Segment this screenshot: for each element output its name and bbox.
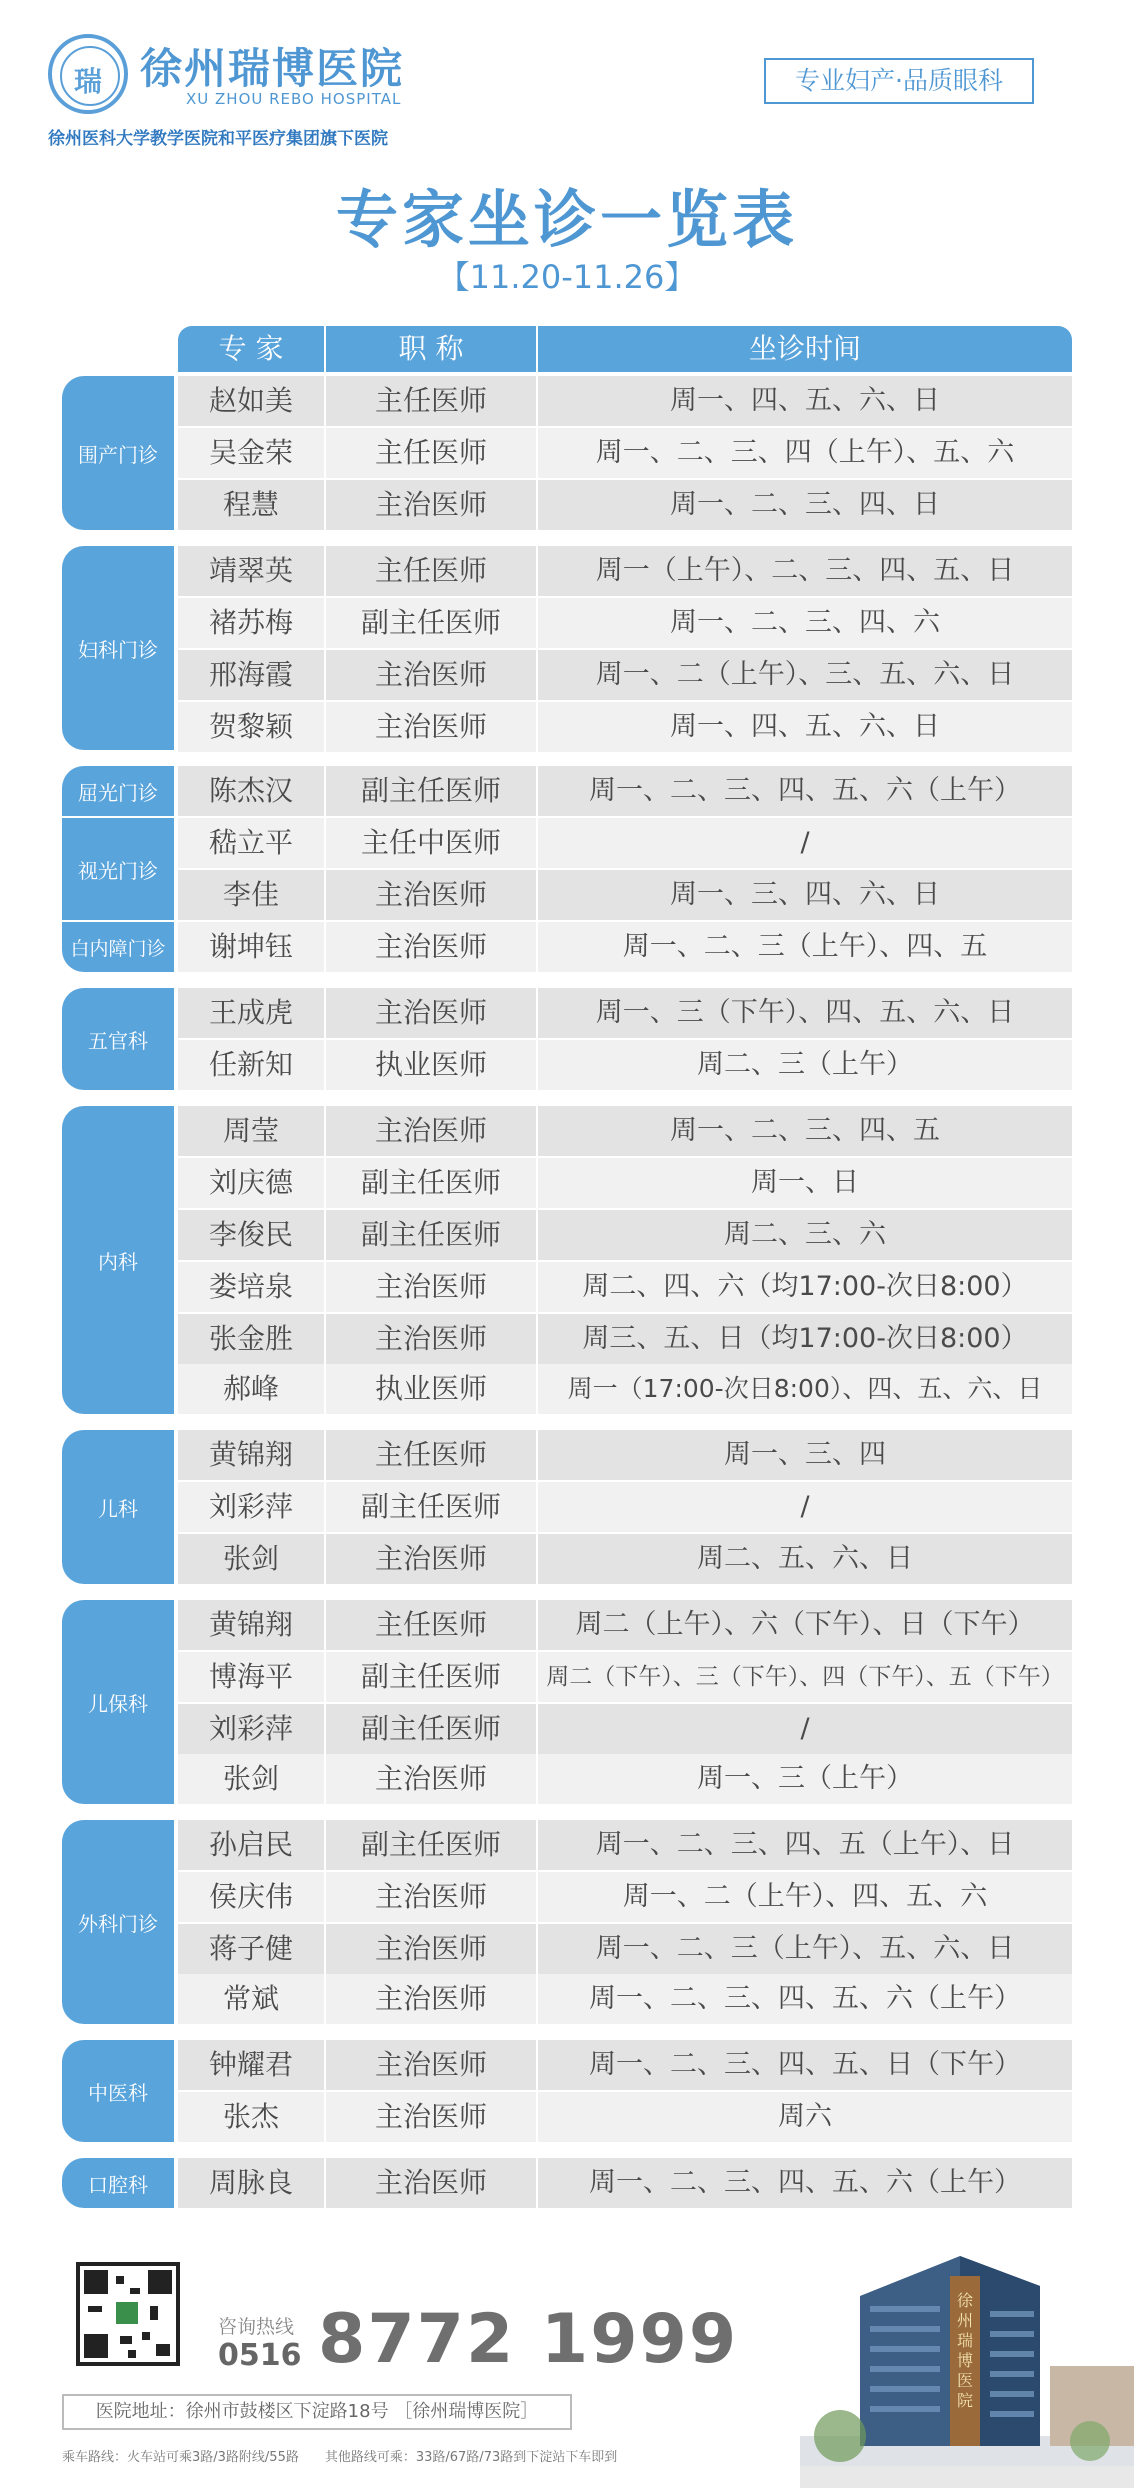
expert-schedule: 周三、五、日（均17:00-次日8:00） bbox=[538, 1314, 1072, 1364]
expert-title: 主任医师 bbox=[326, 1600, 536, 1650]
hospital-address: 医院地址：徐州市鼓楼区下淀路18号 ［徐州瑞博医院］ bbox=[62, 2394, 572, 2430]
expert-title: 主治医师 bbox=[326, 870, 536, 920]
expert-name: 周脉良 bbox=[178, 2158, 324, 2208]
table-row bbox=[178, 2158, 1072, 2208]
expert-title: 主治医师 bbox=[326, 922, 536, 972]
expert-name: 黄锦翔 bbox=[178, 1430, 324, 1480]
expert-name: 程慧 bbox=[178, 480, 324, 530]
expert-schedule: 周一、二、三、四、五、六（上午） bbox=[538, 1974, 1072, 2024]
table-row bbox=[178, 1158, 1072, 1208]
table-row bbox=[178, 1210, 1072, 1260]
table-row bbox=[178, 650, 1072, 700]
hospital-logo-icon: 瑞 bbox=[48, 34, 128, 114]
expert-name: 刘庆德 bbox=[178, 1158, 324, 1208]
expert-schedule: 周一、二（上午）、三、五、六、日 bbox=[538, 650, 1072, 700]
expert-name: 黄锦翔 bbox=[178, 1600, 324, 1650]
expert-name: 刘彩萍 bbox=[178, 1704, 324, 1754]
expert-title: 主治医师 bbox=[326, 1106, 536, 1156]
expert-name: 李俊民 bbox=[178, 1210, 324, 1260]
expert-name: 娄培泉 bbox=[178, 1262, 324, 1312]
expert-name: 张金胜 bbox=[178, 1314, 324, 1364]
table-row bbox=[178, 376, 1072, 426]
table-row bbox=[178, 1040, 1072, 1090]
expert-schedule: 周二、四、六（均17:00-次日8:00） bbox=[538, 1262, 1072, 1312]
expert-schedule: 周一、三、四、六、日 bbox=[538, 870, 1072, 920]
expert-schedule: 周一、二、三、四、五、六（上午） bbox=[538, 2158, 1072, 2208]
expert-title: 执业医师 bbox=[326, 1364, 536, 1414]
expert-schedule: 周一、二、三（上午）、五、六、日 bbox=[538, 1924, 1072, 1974]
expert-name: 孙启民 bbox=[178, 1820, 324, 1870]
expert-title: 副主任医师 bbox=[326, 1820, 536, 1870]
table-row bbox=[178, 1872, 1072, 1922]
dept-label: 儿保科 bbox=[62, 1600, 174, 1804]
expert-title: 主治医师 bbox=[326, 1974, 536, 2024]
expert-schedule: 周一、二（上午）、四、五、六 bbox=[538, 1872, 1072, 1922]
expert-schedule: 周一、二、三、四、日 bbox=[538, 480, 1072, 530]
table-row bbox=[178, 1704, 1072, 1754]
expert-name: 张剑 bbox=[178, 1534, 324, 1584]
dept-label: 儿科 bbox=[62, 1430, 174, 1584]
table-row bbox=[178, 1430, 1072, 1480]
expert-title: 主任医师 bbox=[326, 428, 536, 478]
table-row bbox=[178, 1534, 1072, 1584]
table-row bbox=[178, 428, 1072, 478]
expert-schedule: 周一（上午）、二、三、四、五、日 bbox=[538, 546, 1072, 596]
date-range: 【11.20-11.26】 bbox=[437, 258, 697, 296]
expert-title: 副主任医师 bbox=[326, 1482, 536, 1532]
expert-title: 主治医师 bbox=[326, 1262, 536, 1312]
table-row bbox=[178, 1314, 1072, 1364]
table-row bbox=[178, 598, 1072, 648]
column-header-expert: 专 家 bbox=[178, 326, 324, 372]
expert-name: 任新知 bbox=[178, 1040, 324, 1090]
expert-title: 主任中医师 bbox=[326, 818, 536, 868]
expert-title: 副主任医师 bbox=[326, 1704, 536, 1754]
affiliation-text: 徐州医科大学教学医院和平医疗集团旗下医院 bbox=[48, 129, 388, 149]
column-header-schedule: 坐诊时间 bbox=[538, 326, 1072, 372]
expert-name: 褚苏梅 bbox=[178, 598, 324, 648]
table-row bbox=[178, 1364, 1072, 1414]
expert-schedule: 周一、四、五、六、日 bbox=[538, 376, 1072, 426]
phone-number: 8772 1999 bbox=[318, 2300, 739, 2379]
hospital-building-image bbox=[800, 2236, 1134, 2488]
expert-schedule: 周二、三（上午） bbox=[538, 1040, 1072, 1090]
expert-name: 王成虎 bbox=[178, 988, 324, 1038]
table-row bbox=[178, 1482, 1072, 1532]
expert-name: 博海平 bbox=[178, 1652, 324, 1702]
dept-label: 中医科 bbox=[62, 2040, 174, 2142]
expert-title: 副主任医师 bbox=[326, 1158, 536, 1208]
expert-schedule: 周一、二、三、四、六 bbox=[538, 598, 1072, 648]
dept-label: 口腔科 bbox=[62, 2158, 174, 2208]
expert-title: 主治医师 bbox=[326, 988, 536, 1038]
dept-label: 围产门诊 bbox=[62, 376, 174, 530]
expert-name: 邢海霞 bbox=[178, 650, 324, 700]
qr-code bbox=[76, 2262, 180, 2366]
dept-label: 外科门诊 bbox=[62, 1820, 174, 2024]
expert-name: 李佳 bbox=[178, 870, 324, 920]
expert-title: 主治医师 bbox=[326, 1872, 536, 1922]
expert-name: 靖翠英 bbox=[178, 546, 324, 596]
expert-name: 嵇立平 bbox=[178, 818, 324, 868]
table-row bbox=[178, 2040, 1072, 2090]
table-row bbox=[178, 2092, 1072, 2142]
expert-name: 侯庆伟 bbox=[178, 1872, 324, 1922]
table-row bbox=[178, 480, 1072, 530]
expert-schedule: 周二、三、六 bbox=[538, 1210, 1072, 1260]
hospital-name-en: XU ZHOU REBO HOSPITAL bbox=[186, 90, 402, 108]
expert-schedule: 周二（下午）、三（下午）、四（下午）、五（下午） bbox=[538, 1652, 1072, 1702]
expert-schedule: 周一、三（下午）、四、五、六、日 bbox=[538, 988, 1072, 1038]
expert-name: 常斌 bbox=[178, 1974, 324, 2024]
expert-name: 周莹 bbox=[178, 1106, 324, 1156]
expert-title: 主治医师 bbox=[326, 650, 536, 700]
table-row bbox=[178, 1820, 1072, 1870]
expert-schedule: 周六 bbox=[538, 2092, 1072, 2142]
hospital-name: 徐州瑞博医院 bbox=[140, 44, 405, 93]
expert-schedule: / bbox=[538, 1704, 1072, 1754]
expert-title: 主治医师 bbox=[326, 2040, 536, 2090]
expert-schedule: 周一、三、四 bbox=[538, 1430, 1072, 1480]
expert-title: 主治医师 bbox=[326, 702, 536, 752]
hotline-label: 咨询热线 bbox=[218, 2316, 295, 2338]
table-row bbox=[178, 702, 1072, 752]
expert-name: 吴金荣 bbox=[178, 428, 324, 478]
expert-schedule: 周一、二、三、四、五、六（上午） bbox=[538, 766, 1072, 816]
expert-schedule: 周二（上午）、六（下午）、日（下午） bbox=[538, 1600, 1072, 1650]
expert-schedule: 周一、二、三、四、五、日（下午） bbox=[538, 2040, 1072, 2090]
expert-name: 刘彩萍 bbox=[178, 1482, 324, 1532]
table-row bbox=[178, 766, 1072, 816]
expert-schedule: 周一、二、三（上午）、四、五 bbox=[538, 922, 1072, 972]
column-header-title: 职 称 bbox=[326, 326, 536, 372]
expert-name: 蒋子健 bbox=[178, 1924, 324, 1974]
expert-schedule: 周一、三（上午） bbox=[538, 1754, 1072, 1804]
expert-name: 谢坤钰 bbox=[178, 922, 324, 972]
expert-name: 陈杰汉 bbox=[178, 766, 324, 816]
expert-title: 主治医师 bbox=[326, 1534, 536, 1584]
table-row bbox=[178, 870, 1072, 920]
expert-schedule: 周一、二、三、四（上午）、五、六 bbox=[538, 428, 1072, 478]
expert-title: 主任医师 bbox=[326, 376, 536, 426]
expert-title: 副主任医师 bbox=[326, 1210, 536, 1260]
expert-name: 张杰 bbox=[178, 2092, 324, 2142]
expert-name: 钟耀君 bbox=[178, 2040, 324, 2090]
dept-label: 视光门诊 bbox=[62, 818, 174, 920]
table-row bbox=[178, 1754, 1072, 1804]
expert-title: 副主任医师 bbox=[326, 598, 536, 648]
expert-title: 副主任医师 bbox=[326, 766, 536, 816]
expert-name: 贺黎颖 bbox=[178, 702, 324, 752]
expert-schedule: 周一、日 bbox=[538, 1158, 1072, 1208]
building-sign: 徐州瑞博医院 bbox=[956, 2291, 974, 2410]
expert-title: 执业医师 bbox=[326, 1040, 536, 1090]
bus-route-info: 乘车路线：火车站可乘3路/3路附线/55路 其他路线可乘：33路/67路/73路到下淀站下车即到 bbox=[62, 2450, 618, 2465]
expert-title: 主任医师 bbox=[326, 546, 536, 596]
expert-title: 主治医师 bbox=[326, 2092, 536, 2142]
tagline-badge: 专业妇产·品质眼科 bbox=[764, 58, 1034, 104]
expert-schedule: 周二、五、六、日 bbox=[538, 1534, 1072, 1584]
expert-schedule: 周一、四、五、六、日 bbox=[538, 702, 1072, 752]
expert-schedule: / bbox=[538, 818, 1072, 868]
table-row bbox=[178, 1652, 1072, 1702]
expert-title: 主治医师 bbox=[326, 2158, 536, 2208]
table-row bbox=[178, 922, 1072, 972]
table-row bbox=[178, 1924, 1072, 1974]
expert-title: 主治医师 bbox=[326, 1314, 536, 1364]
expert-schedule: 周一（17:00-次日8:00）、四、五、六、日 bbox=[538, 1364, 1072, 1414]
expert-name: 赵如美 bbox=[178, 376, 324, 426]
dept-label: 妇科门诊 bbox=[62, 546, 174, 750]
table-row bbox=[178, 1262, 1072, 1312]
expert-name: 郝峰 bbox=[178, 1364, 324, 1414]
table-row bbox=[178, 546, 1072, 596]
expert-schedule: 周一、二、三、四、五（上午）、日 bbox=[538, 1820, 1072, 1870]
expert-title: 主治医师 bbox=[326, 1754, 536, 1804]
expert-title: 主任医师 bbox=[326, 1430, 536, 1480]
expert-title: 主治医师 bbox=[326, 480, 536, 530]
dept-label: 内科 bbox=[62, 1106, 174, 1414]
dept-label: 五官科 bbox=[62, 988, 174, 1090]
dept-label: 屈光门诊 bbox=[62, 766, 174, 816]
table-row bbox=[178, 1106, 1072, 1156]
area-code: 0516 bbox=[218, 2338, 302, 2373]
table-row bbox=[178, 818, 1072, 868]
expert-name: 张剑 bbox=[178, 1754, 324, 1804]
table-row bbox=[178, 1600, 1072, 1650]
expert-title: 主治医师 bbox=[326, 1924, 536, 1974]
expert-schedule: / bbox=[538, 1482, 1072, 1532]
page-title: 专家坐诊一览表 bbox=[335, 183, 798, 256]
table-row bbox=[178, 988, 1072, 1038]
table-row bbox=[178, 1974, 1072, 2024]
dept-label: 白内障门诊 bbox=[62, 922, 174, 972]
expert-schedule: 周一、二、三、四、五 bbox=[538, 1106, 1072, 1156]
expert-title: 副主任医师 bbox=[326, 1652, 536, 1702]
